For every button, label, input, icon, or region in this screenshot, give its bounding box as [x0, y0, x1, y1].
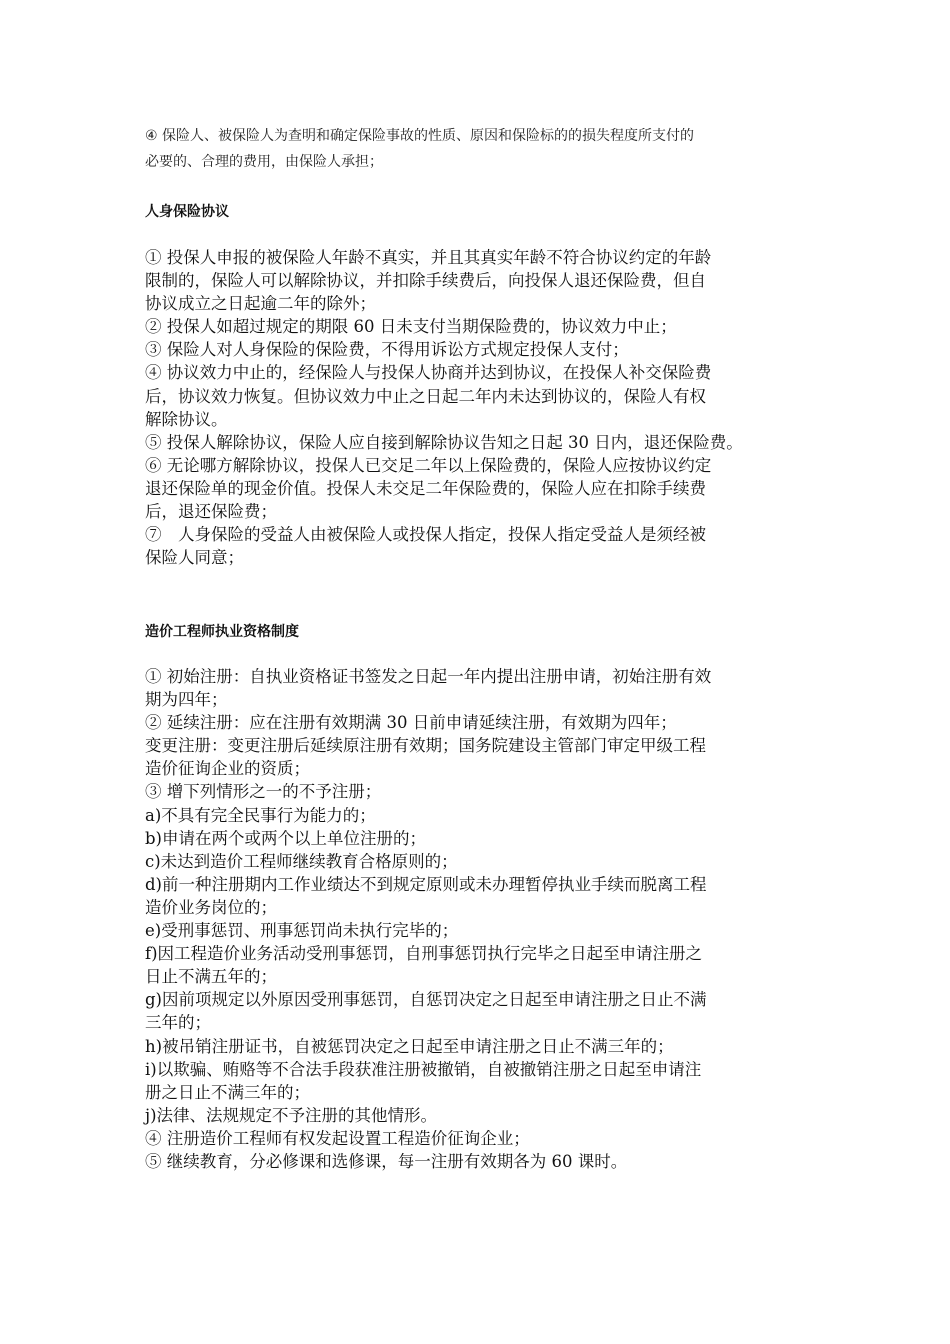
- text-line: 册之日止不满三年的；: [145, 1082, 310, 1102]
- text-line: ③ 保险人对人身保险的保险费，不得用诉讼方式规定投保人支付；: [145, 340, 629, 360]
- text-line: e)受刑事惩罚、刑事惩罚尚未执行完毕的；: [145, 921, 459, 941]
- text-line: g)因前项规定以外原因受刑事惩罚，自惩罚决定之日起至申请注册之日止不满: [145, 990, 707, 1010]
- text-line: 后，退还保险费；: [145, 502, 277, 522]
- text-line: i)以欺骗、贿赂等不合法手段获准注册被撤销，自被撤销注册之日起至申请注: [145, 1059, 702, 1079]
- text-line: 退还保险单的现金价值。投保人未交足二年保险费的，保险人应在扣除手续费: [145, 478, 706, 498]
- cost-engineer-body: [145, 665, 835, 1173]
- text-line: ④ 协议效力中止的，经保险人与投保人协商并达到协议，在投保人补交保险费: [145, 363, 712, 383]
- text-line: 三年的；: [145, 1013, 211, 1033]
- text-line: 后，协议效力恢复。但协议效力中止之日起二年内未达到协议的，保险人有权: [145, 386, 706, 406]
- text-line: b)申请在两个或两个以上单位注册的；: [145, 828, 426, 848]
- intro-paragraph: [145, 123, 835, 175]
- section-heading-cost-engineer: 造价工程师执业资格制度: [145, 624, 299, 640]
- text-line: d)前一种注册期内工作业绩达不到规定原则或未办理暂停执业手续而脱离工程: [145, 874, 707, 894]
- text-line: ① 投保人申报的被保险人年龄不真实，并且其真实年龄不符合协议约定的年龄: [145, 248, 712, 267]
- text-line: 限制的，保险人可以解除协议，并扣除手续费后，向投保人退还保险费，但自: [145, 271, 706, 291]
- text-line: ⑤ 投保人解除协议，保险人应自接到解除协议告知之日起 30 日内，退还保险费。: [145, 432, 743, 452]
- text-line: 保险人同意；: [145, 548, 244, 568]
- text-line: 必要的、合理的费用，由保险人承担；: [145, 154, 383, 170]
- text-line: 造价业务岗位的；: [145, 897, 277, 917]
- personal-insurance-body: [145, 246, 835, 569]
- text-line: c)未达到造价工程师继续教育合格原则的；: [145, 851, 458, 871]
- text-line: ④ 保险人、被保险人为查明和确定保险事故的性质、原因和保险标的的损失程度所支付的: [145, 128, 694, 144]
- text-line: ② 延续注册：应在注册有效期满 30 日前申请延续注册，有效期为四年；: [145, 713, 677, 733]
- text-line: ④ 注册造价工程师有权发起设置工程造价征询企业；: [145, 1128, 530, 1148]
- text-line: ⑤ 继续教育，分必修课和选修课，每一注册有效期各为 60 课时。: [145, 1151, 628, 1171]
- text-line: a)不具有完全民事行为能力的；: [145, 805, 376, 825]
- section-heading-personal-insurance: 人身保险协议: [145, 204, 229, 220]
- text-line: 协议成立之日起逾二年的除外；: [145, 294, 376, 314]
- text-line: ② 投保人如超过规定的期限 60 日未支付当期保险费的，协议效力中止；: [145, 317, 677, 337]
- text-line: ① 初始注册：自执业资格证书签发之日起一年内提出注册申请，初始注册有效: [145, 667, 712, 686]
- text-line: ⑦ 人身保险的受益人由被保险人或投保人指定，投保人指定受益人是须经被: [145, 525, 706, 545]
- text-line: 变更注册：变更注册后延续原注册有效期；国务院建设主管部门审定甲级工程: [145, 736, 706, 756]
- text-line: h)被吊销注册证书，自被惩罚决定之日起至申请注册之日止不满三年的；: [145, 1036, 674, 1056]
- text-line: ③ 增下列情形之一的不予注册；: [145, 782, 382, 802]
- text-line: ⑥ 无论哪方解除协议，投保人已交足二年以上保险费的，保险人应按协议约定: [145, 455, 712, 475]
- text-line: 造价征询企业的资质；: [145, 759, 310, 779]
- text-line: 期为四年；: [145, 690, 228, 710]
- text-line: 解除协议。: [145, 409, 228, 429]
- text-line: f)因工程造价业务活动受刑事惩罚，自刑事惩罚执行完毕之日起至申请注册之: [145, 944, 703, 964]
- text-line: 日止不满五年的；: [145, 967, 277, 987]
- text-line: j)法律、法规规定不予注册的其他情形。: [145, 1105, 438, 1125]
